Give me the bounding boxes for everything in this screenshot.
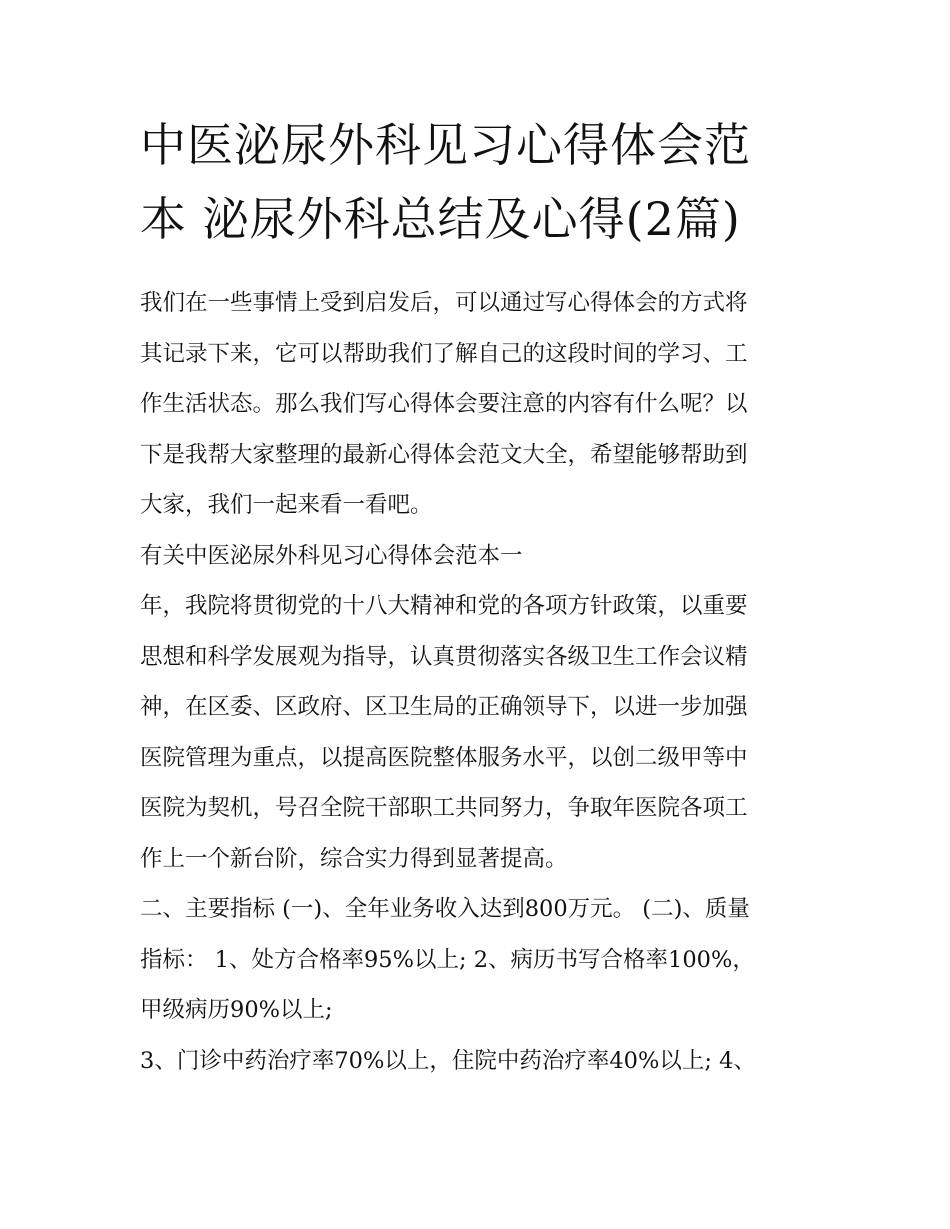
section-line: 作上一个新台阶，综合实力得到显著提高。 xyxy=(140,845,568,872)
indicator-line: 二、主要指标 (一)、全年业务收入达到800万元。 (二)、质量 xyxy=(140,896,750,922)
intro-line: 我们在一些事情上受到启发后，可以通过写心得体会的方式将 xyxy=(140,290,748,316)
indicator-line: 指标： 1、处方合格率95%以上; 2、病历书写合格率100%， xyxy=(140,946,755,973)
section-line: 医院为契机，号召全院干部职工共同努力，争取年医院各项工 xyxy=(140,795,748,821)
section-line: 神，在区委、区政府、区卫生局的正确领导下，以进一步加强 xyxy=(140,694,748,720)
title-line: 中医泌尿外科见习心得体会范 xyxy=(140,118,751,172)
document-body xyxy=(140,278,840,1086)
section-line: 年，我院将贯彻党的十八大精神和党的各项方针政策，以重要 xyxy=(140,593,748,619)
title-line: 本 泌尿外科总结及心得(2篇) xyxy=(140,192,741,246)
intro-line: 作生活状态。那么我们写心得体会要注意的内容有什么呢？以 xyxy=(140,391,748,417)
section-line: 思想和科学发展观为指导，认真贯彻落实各级卫生工作会议精 xyxy=(140,643,748,670)
intro-line: 大家，我们一起来看一看吧。 xyxy=(140,492,433,518)
last-line: 3、门诊中药治疗率70%以上，住院中药治疗率40%以上; 4、 xyxy=(140,1047,756,1074)
document-title xyxy=(140,108,830,256)
section-heading: 有关中医泌尿外科见习心得体会范本一 xyxy=(140,542,523,569)
section-line: 医院管理为重点，以提高医院整体服务水平，以创二级甲等中 xyxy=(140,744,748,771)
indicator-line: 甲级病历90%以上; xyxy=(140,997,333,1023)
intro-line: 其记录下来，它可以帮助我们了解自己的这段时间的学习、工 xyxy=(140,340,748,367)
intro-line: 下是我帮大家整理的最新心得体会范文大全，希望能够帮助到 xyxy=(140,441,748,468)
